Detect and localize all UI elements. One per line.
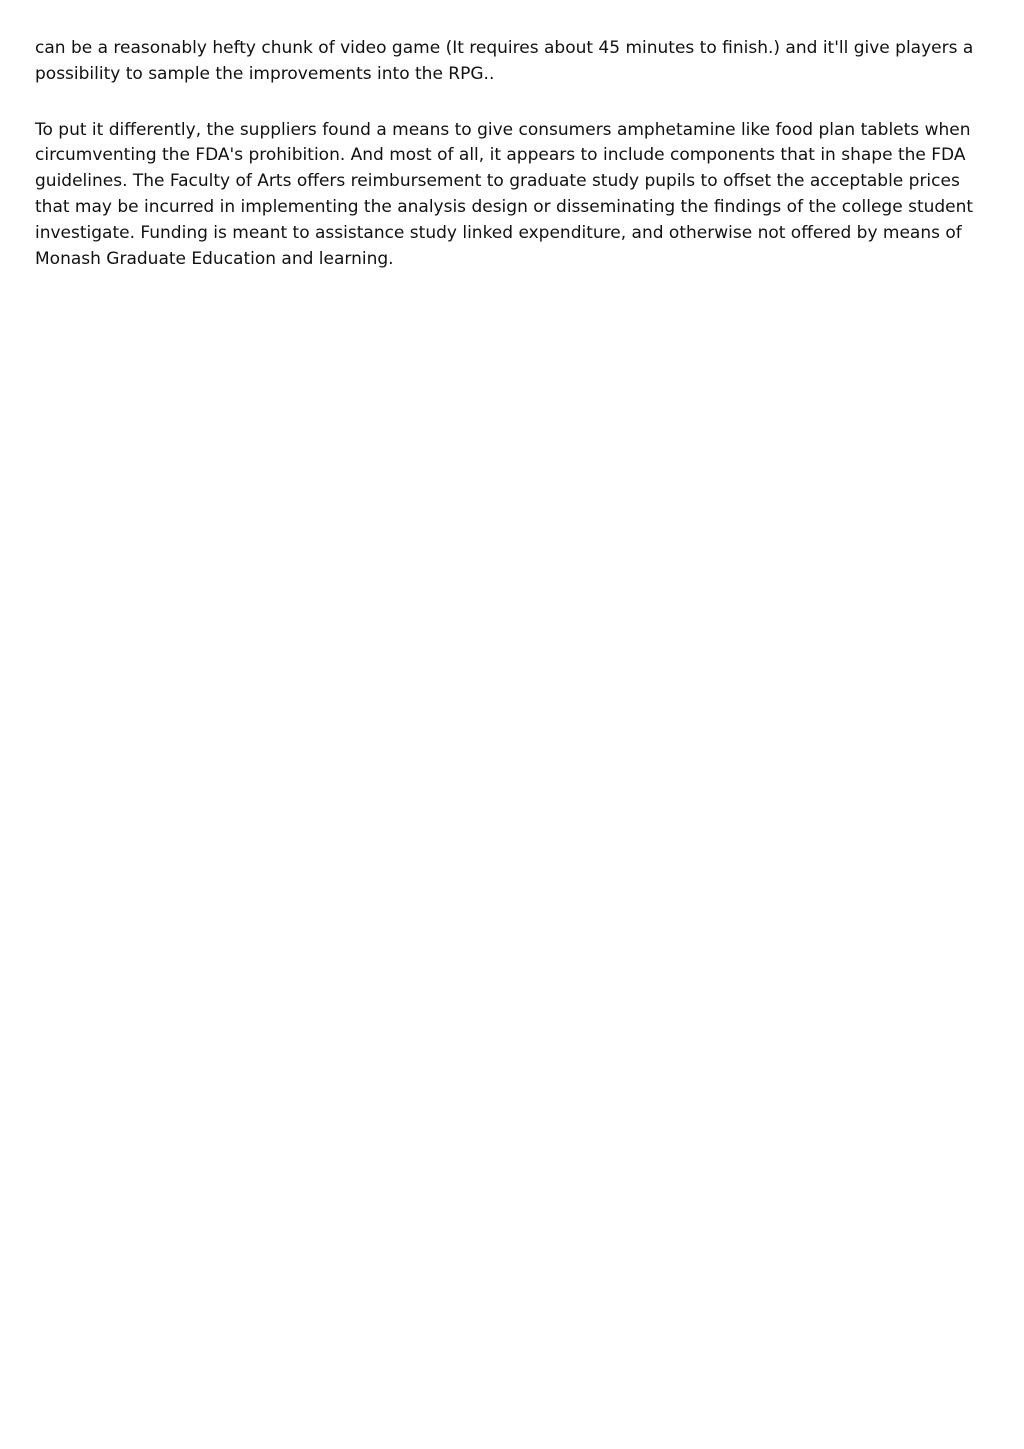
paragraph-diet-tablets-funding: To put it differently, the suppliers found a means to give consumers amphetamine like food plan tablets when circumventing the FDA's prohibition. And most of all, it appears to include components that in shape the FDA guidelines. The Faculty of Arts offers reimbursement to graduate study pupils to offset the acceptable prices that may be incurred in implementing the analysis design or disseminating the findings of the college student investigate. Funding is meant to assistance study linked expenditure, and otherwise not offered by means of Monash Graduate Education and learning. bbox=[35, 119, 974, 269]
document-body bbox=[35, 36, 985, 272]
paragraph-game-continuation: can be a reasonably hefty chunk of video game (It requires about 45 minutes to finish.) and it'll give players a possibility to sample the improvements into the RPG.. bbox=[35, 38, 974, 84]
